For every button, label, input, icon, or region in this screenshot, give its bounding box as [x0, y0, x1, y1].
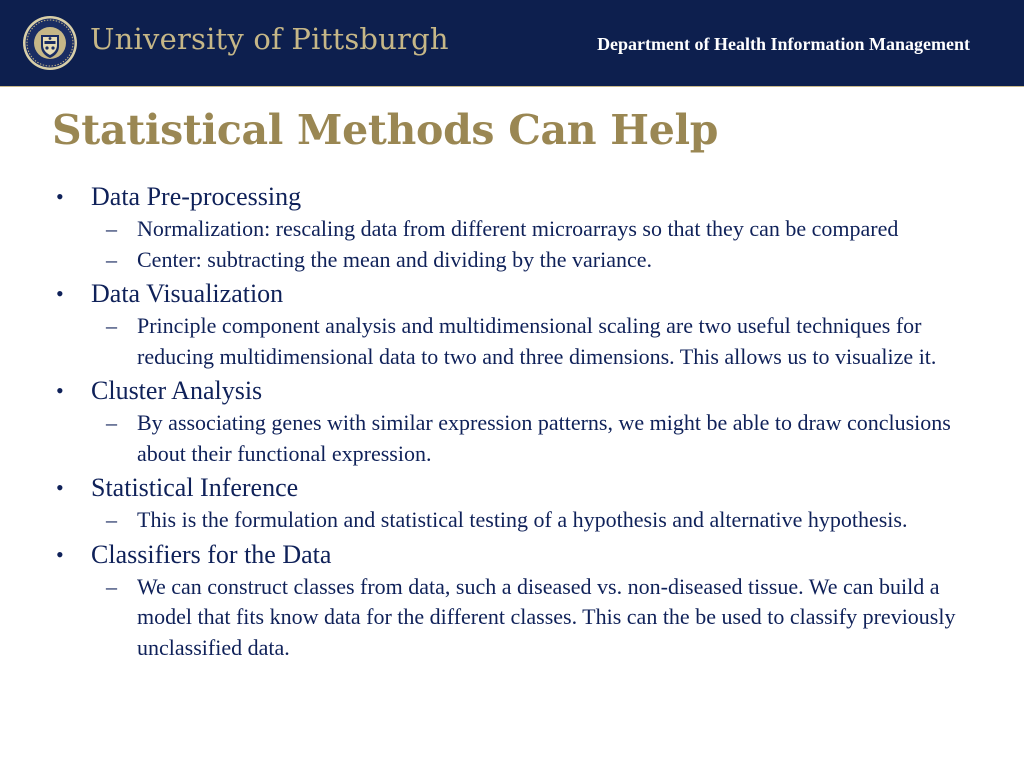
- dash-icon: –: [106, 410, 117, 435]
- sub-list: [91, 572, 1024, 664]
- bullet-item: [0, 182, 1024, 275]
- bullet-text: Classifiers for the Data: [91, 539, 332, 569]
- sub-item-text: Normalization: rescaling data from different microarrays so that they can be compared: [137, 216, 899, 241]
- sub-item: [0, 505, 1024, 536]
- department-name: Department of Health Information Management: [597, 34, 970, 54]
- university-name: University of Pittsburgh: [90, 22, 449, 56]
- sub-item: [0, 214, 1024, 245]
- slide-title: Statistical Methods Can Help: [52, 106, 719, 154]
- sub-item: [0, 311, 1024, 372]
- bullet-dot-icon: •: [56, 184, 64, 209]
- sub-item-text: Principle component analysis and multidimensional scaling are two useful techniques for reducing multidimensional data to two and three dimensions. This allows us to visualize it.: [137, 313, 937, 369]
- sub-item-text: This is the formulation and statistical testing of a hypothesis and alternative hypothesis.: [137, 507, 908, 532]
- sub-item-text: Center: subtracting the mean and dividing by the variance.: [137, 246, 653, 272]
- bullet-text: Data Visualization: [91, 279, 284, 308]
- bullet-text: Data Pre-processing: [91, 182, 302, 211]
- bullet-item: [0, 540, 1024, 664]
- bullet-dot-icon: •: [56, 541, 64, 567]
- sub-list: [91, 311, 1024, 372]
- dash-icon: –: [106, 313, 117, 338]
- bullet-dot-icon: •: [56, 378, 64, 403]
- sub-list: [91, 408, 1024, 469]
- bullet-item: [0, 279, 1024, 372]
- sub-item: [0, 245, 1024, 276]
- sub-item: [0, 572, 1024, 664]
- dash-icon: –: [106, 216, 117, 241]
- sub-item-text: By associating genes with similar expression patterns, we might be able to draw conclusions about their functional expression.: [137, 410, 951, 466]
- dash-icon: –: [106, 573, 117, 599]
- sub-item-text: We can construct classes from data, such a diseased vs. non-diseased tissue. We can build a model that fits know data for the different classes. This can the be used to classify previously unclassified data.: [137, 573, 956, 660]
- sub-list: [91, 505, 1024, 536]
- dash-icon: –: [106, 246, 117, 272]
- bullet-item: [0, 376, 1024, 469]
- bullet-item: [0, 473, 1024, 536]
- bullet-text: Cluster Analysis: [91, 376, 263, 405]
- bullet-list: [0, 182, 1024, 663]
- university-seal-icon: [22, 15, 78, 71]
- bullet-dot-icon: •: [56, 475, 64, 500]
- sub-item: [0, 408, 1024, 469]
- bullet-dot-icon: •: [56, 281, 64, 306]
- sub-list: [91, 214, 1024, 275]
- dash-icon: –: [106, 507, 117, 532]
- bullet-text: Statistical Inference: [91, 473, 299, 502]
- header-bar: [0, 0, 1024, 87]
